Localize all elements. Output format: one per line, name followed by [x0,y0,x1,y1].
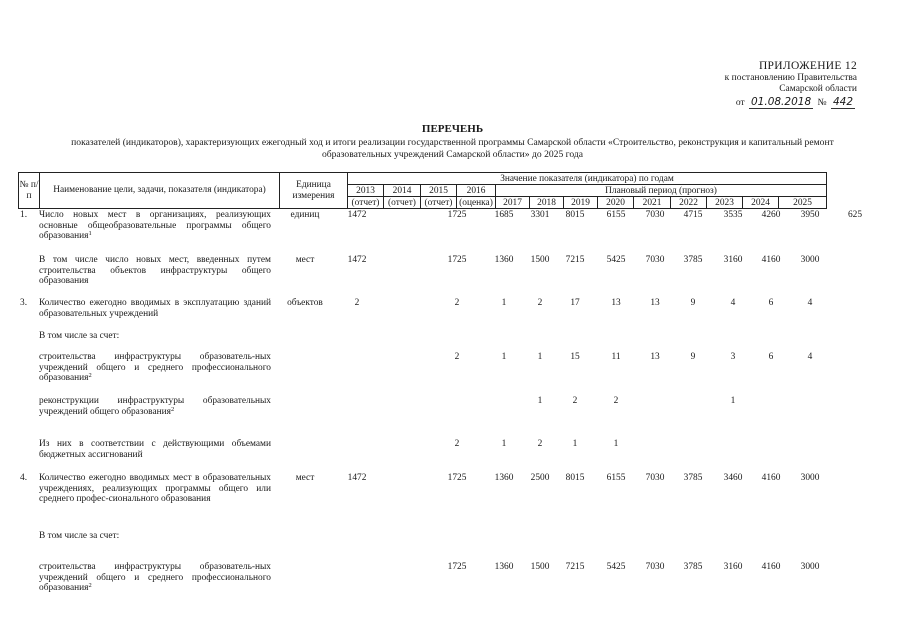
value-cell: 7030 [645,210,665,220]
header-year: 2014 [384,185,421,197]
header-year-note: (отчет) [348,197,384,209]
annex-line-2: Самарской области [779,84,857,94]
value-cell: 2 [454,352,460,362]
value-cell: 1 [501,439,507,449]
value-cell: 6155 [606,473,626,483]
value-cell: 1500 [530,255,550,265]
value-cell: 1 [572,439,578,449]
value-cell: 3160 [723,255,743,265]
value-cell: 4160 [761,255,781,265]
value-cell: 13 [650,298,660,308]
value-cell: 4160 [761,473,781,483]
value-cell: 3301 [530,210,550,220]
value-cell: 6 [768,352,774,362]
footnote-mark: 2 [171,405,175,413]
value-cell: 8015 [565,210,585,220]
value-cell: 17 [570,298,580,308]
annex-title: ПРИЛОЖЕНИЕ 12 [758,60,857,72]
annex-number: 442 [832,96,853,108]
value-cell: 7215 [565,255,585,265]
value-cell: 4 [807,298,813,308]
indicator-unit: мест [295,255,315,265]
value-cell: 3160 [723,562,743,572]
value-cell: 4160 [761,562,781,572]
header-year: 2021 [634,197,671,209]
header-year: 2025 [779,197,827,209]
indicator-unit: единиц [290,210,320,220]
indicator-name: В том числе за счет: [39,331,120,341]
value-cell: 3000 [800,562,820,572]
header-year: 2015 [421,185,457,197]
indicator-name: В том числе за счет: [39,531,120,541]
value-cell: 7030 [645,562,665,572]
value-cell: 2 [537,439,543,449]
indicator-unit: объектов [287,298,323,308]
value-cell: 3 [730,352,736,362]
header-year: 2017 [496,197,530,209]
indicator-name: строительства инфраструктуры образователь-ных учреждений общего и среднего профессионального образования$^2$ [39,562,271,594]
value-cell: 3000 [800,473,820,483]
value-cell: 1472 [347,255,367,265]
value-cell: 2500 [530,473,550,483]
document-title: ПЕРЕЧЕНЬ [421,123,484,135]
value-cell: 1360 [494,562,514,572]
indicator-name: реконструкции инфраструктуры образовательных учреждений общего образования$^2$ [39,396,271,417]
value-cell: 1472 [347,473,367,483]
value-cell: 6155 [606,210,626,220]
header-year: 2019 [564,197,598,209]
value-cell: 3785 [683,473,703,483]
value-cell: 2 [454,298,460,308]
value-cell: 2 [613,396,619,406]
header-name: Наименование цели, задачи, показателя (индикатора) [40,173,280,209]
indicator-name: В том числе число новых мест, введенных путем строительства объектов инфраструктуры общего образования [39,255,271,287]
header-year: 2018 [530,197,564,209]
header-year-note: (отчет) [421,197,457,209]
value-cell: 2 [572,396,578,406]
value-cell: 2 [454,439,460,449]
value-cell: 4260 [761,210,781,220]
value-cell: 15 [570,352,580,362]
header-year: 2023 [707,197,743,209]
header-num: № п/п [19,173,40,209]
value-cell: 1 [730,396,736,406]
document-subtitle-line-2: образовательных учреждений Самарской области» до 2025 года [321,149,584,160]
value-cell: 625 [847,210,863,220]
value-cell: 1725 [447,562,467,572]
value-cell: 5425 [606,255,626,265]
annex-number-label: № [817,98,827,108]
value-cell: 3950 [800,210,820,220]
indicator-name: Из них в соответствии с действующими объемами бюджетных ассигнований [39,439,271,460]
indicator-name: строительства инфраструктуры образователь-ных учреждений общего и среднего профессионального образования$^2$ [39,352,271,384]
value-cell: 7030 [645,255,665,265]
value-cell: 8015 [565,473,585,483]
annex-from-label: от [735,98,745,108]
value-cell: 1725 [447,473,467,483]
value-cell: 9 [690,352,696,362]
value-cell: 1360 [494,473,514,483]
footnote-mark: 2 [88,582,92,590]
value-cell: 4 [730,298,736,308]
header-values-by-year: Значение показателя (индикатора) по годам [348,173,827,185]
value-cell: 1 [537,396,543,406]
value-cell: 3785 [683,255,703,265]
value-cell: 7215 [565,562,585,572]
header-planned-period: Плановый период (прогноз) [496,185,827,197]
annex-line-1: к постановлению Правительства [724,73,857,83]
value-cell: 2 [354,298,360,308]
header-year-note: (оценка) [457,197,496,209]
value-cell: 13 [650,352,660,362]
value-cell: 1 [537,352,543,362]
indicator-name: Количество ежегодно вводимых мест в образовательных учреждениях, реализующих программы общего или среднего профес-сионального образования [39,473,271,505]
footnote-mark: 1 [88,230,92,238]
value-cell: 7030 [645,473,665,483]
value-cell: 1500 [530,562,550,572]
footnote-mark: 2 [88,372,92,380]
header-year: 2022 [671,197,707,209]
value-cell: 1725 [447,255,467,265]
value-cell: 6 [768,298,774,308]
value-cell: 1 [613,439,619,449]
value-cell: 1685 [494,210,514,220]
header-year: 2024 [743,197,779,209]
value-cell: 13 [611,298,621,308]
value-cell: 3460 [723,473,743,483]
value-cell: 1725 [447,210,467,220]
value-cell: 11 [611,352,621,362]
value-cell: 3785 [683,562,703,572]
row-number: 4. [20,473,28,483]
header-unit: Единица измерения [280,173,348,209]
row-number: 3. [20,298,28,308]
indicator-unit: мест [295,473,315,483]
value-cell: 1472 [347,210,367,220]
document-subtitle-line-1: показателей (индикаторов), характеризующих ежегодный ход и итоги реализации государственной программы Самарской области «Строительство, реконструкция и капитальный ремонт [71,137,834,148]
row-number: 1. [20,210,28,220]
header-year: 2016 [457,185,496,197]
indicator-name: Количество ежегодно вводимых в эксплуатацию зданий образовательных учреждений [39,298,271,319]
value-cell: 5425 [606,562,626,572]
value-cell: 4715 [683,210,703,220]
annex-date: 01.08.2018 [751,96,812,108]
header-year: 2013 [348,185,384,197]
header-year: 2020 [598,197,634,209]
header-year-note: (отчет) [384,197,421,209]
value-cell: 4 [807,352,813,362]
value-cell: 3535 [723,210,743,220]
indicator-name: Число новых мест в организациях, реализующих основные общеобразовательные программы общего образования$^1$ [39,210,271,242]
value-cell: 9 [690,298,696,308]
value-cell: 1 [501,298,507,308]
value-cell: 1360 [494,255,514,265]
value-cell: 2 [537,298,543,308]
value-cell: 1 [501,352,507,362]
value-cell: 3000 [800,255,820,265]
